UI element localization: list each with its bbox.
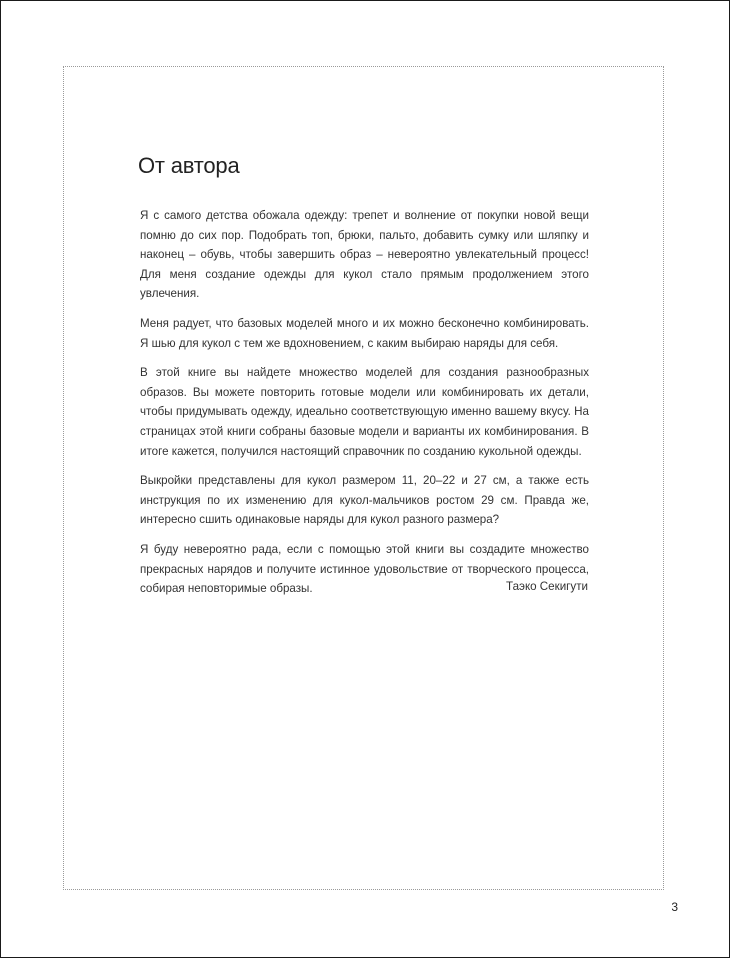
paragraph-3: В этой книге вы найдете множество моделей для создания разнообразных образов. Вы можете повторить готовые модели или комбинировать их детали, чтобы придумывать одежду, идеально соответствующую именно вашему вкусу. На страницах этой книги собраны базовые модели и варианты их комбинирования. В итоге кажется, получился настоящий справочник по созданию кукольной одежды. — [140, 366, 589, 458]
page-number: 3 — [671, 900, 678, 914]
body-text — [140, 206, 589, 609]
paragraph-2: Меня радует, что базовых моделей много и их можно бесконечно комбинировать. Я шью для кукол с тем же вдохновением, с каким выбираю наряды для себя. — [140, 316, 589, 350]
author-signature: Таэко Секигути — [506, 580, 588, 593]
paragraph-5: Я буду невероятно рада, если с помощью этой книги вы создадите множество прекрасных нарядов и получите истинное удовольствие от творческого процесса, собирая неповторимые образы. — [140, 542, 589, 596]
paragraph-1: Я с самого детства обожала одежду: трепет и волнение от покупки новой вещи помню до сих пор. Подобрать топ, брюки, пальто, добавить сумку или шляпку и наконец – обувь, чтобы завершить образ – невероятно увлекательный процесс! Для меня создание одежды для кукол стало прямым продолжением этого увлечения. — [140, 209, 589, 301]
page-title: От автора — [138, 153, 240, 178]
paragraph-4: Выкройки представлены для кукол размером 11, 20–22 и 27 см, а также есть инструкция по их изменению для кукол-мальчиков ростом 29 см. Правда же, интересно сшить одинаковые наряды для кукол разного размера? — [140, 474, 589, 527]
